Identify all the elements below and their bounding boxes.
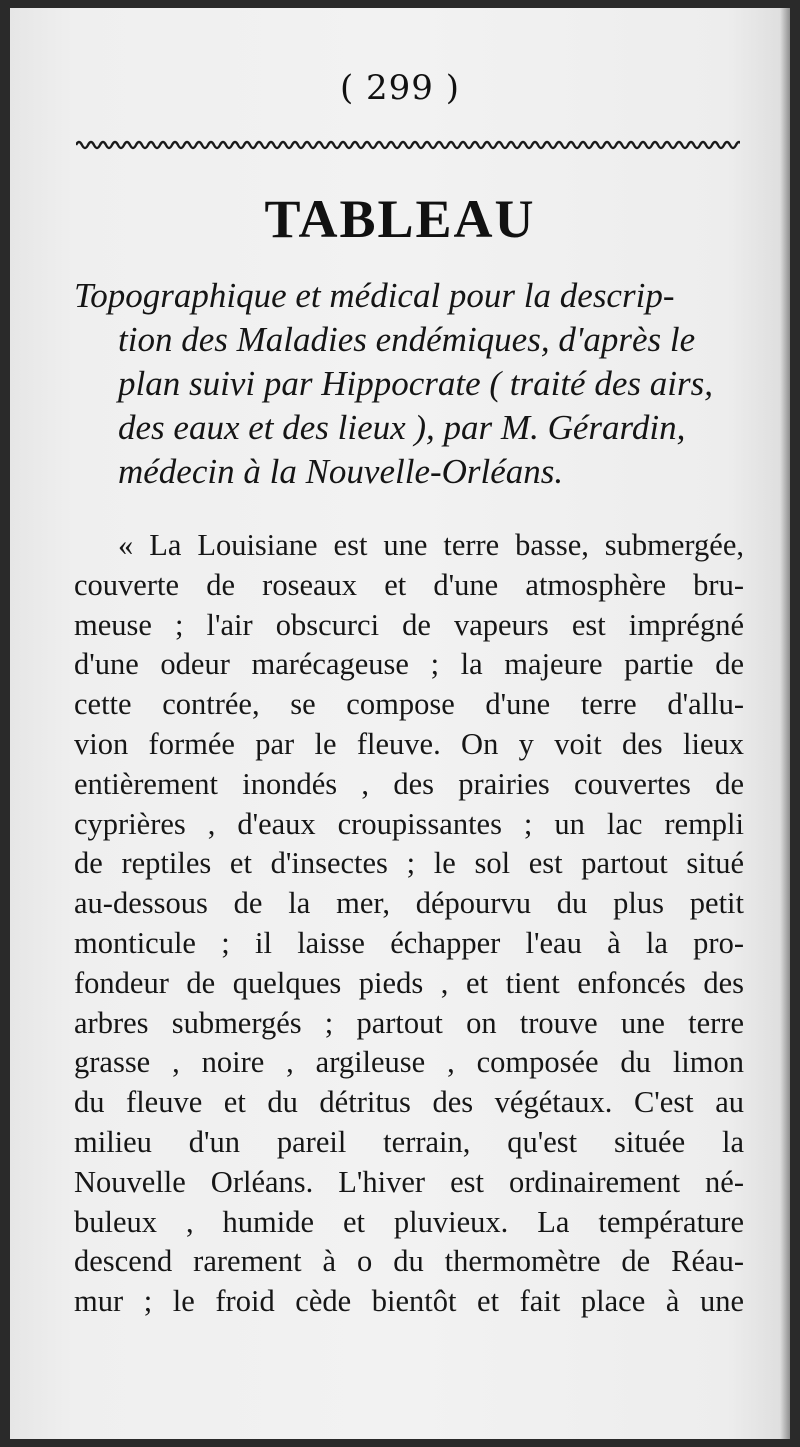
book-page (10, 8, 790, 1439)
body-line: fondeur de quelques pieds , et tient enfoncés des (74, 965, 744, 1000)
body-line: arbres submergés ; partout on trouve une terre (74, 1005, 744, 1040)
subtitle-line: tion des Maladies endémiques, d'après le (118, 320, 696, 359)
body-line: « La Louisiane est une terre basse, submergée, (118, 528, 744, 562)
body-line: meuse ; l'air obscurci de vapeurs est imprégné (74, 607, 744, 642)
subtitle-line: plan suivi par Hippocrate ( traité des airs, (118, 364, 713, 403)
subtitle-line: médecin à la Nouvelle-Orléans. (118, 452, 564, 491)
body-line: grasse , noire , argileuse , composée du limon (74, 1045, 744, 1080)
body-line: d'une odeur marécageuse ; la majeure partie de (74, 647, 744, 682)
body-line: cyprières , d'eaux croupissantes ; un lac rempli (74, 806, 744, 841)
subtitle (74, 274, 744, 494)
subtitle-line: Topographique et médical pour la descrip- (74, 276, 675, 315)
page-title: TABLEAU (264, 189, 536, 249)
page-number: ( 299 ) (339, 68, 461, 108)
body-line: descend rarement à o du thermomètre de Réau- (74, 1244, 744, 1279)
body-line: de reptiles et d'insectes ; le sol est partout situé (74, 846, 744, 881)
body-line: entièrement inondés , des prairies couvertes de (74, 766, 744, 801)
body-line: Nouvelle Orléans. L'hiver est ordinairement né- (74, 1164, 744, 1199)
body-line: milieu d'un pareil terrain, qu'est située la (74, 1124, 744, 1159)
body-paragraph (74, 526, 744, 1322)
body-line: cette contrée, se compose d'une terre d'allu- (74, 687, 744, 722)
ornamental-rule (76, 138, 740, 152)
body-line: monticule ; il laisse échapper l'eau à la pro- (74, 925, 744, 960)
subtitle-line: des eaux et des lieux ), par M. Gérardin, (118, 408, 686, 447)
body-line: couverte de roseaux et d'une atmosphère bru- (74, 567, 744, 602)
body-line: du fleuve et du détritus des végétaux. C'est au (74, 1085, 744, 1120)
body-line: mur ; le froid cède bientôt et fait place à une (74, 1284, 744, 1319)
body-line: buleux , humide et pluvieux. La température (74, 1204, 744, 1239)
body-line: au-dessous de la mer, dépourvu du plus petit (74, 886, 744, 921)
body-line: vion formée par le fleuve. On y voit des lieux (74, 726, 744, 761)
